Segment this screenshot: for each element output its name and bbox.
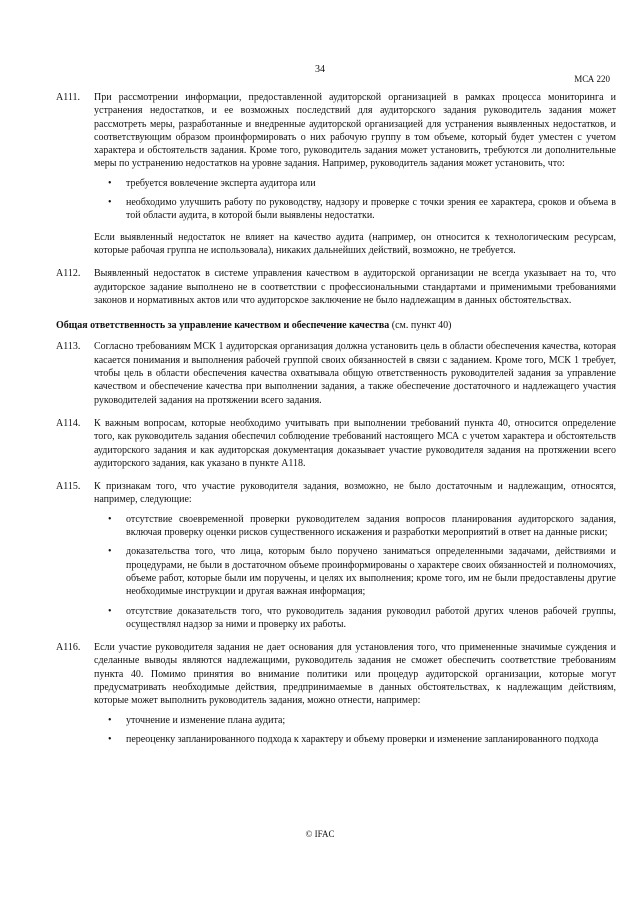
list-item-text: требуется вовлечение эксперта аудитора или xyxy=(126,177,316,189)
paragraph-text: Согласно требованиям МСК 1 аудиторская организация должна установить цель в области обеспечения качества, которая касается понимания и выполнения рабочей группой своих обязанностей в связи с заданием. Кроме того, МСК 1 требует, чтобы цель в области обеспечения качества охватывала общую ответственность руководителей задания за управление качеством и обеспечение качества при выполнении задания, а также обеспечение достаточного и надлежащего участия руководителей задания на протяжении всего задания. xyxy=(94,341,616,406)
list-item-text: отсутствие доказательств того, что руководитель задания руководил работой других членов рабочей группы, осуществлял надзор за ними и проверку их работы. xyxy=(126,605,616,630)
bullet-icon: • xyxy=(108,177,112,189)
list-item-text: отсутствие своевременной проверки руководителем задания вопросов планирования аудиторского задания, включая проверку оценки рисков существенного искажения и разработки мероприятий в ответ на данные риски; xyxy=(126,513,616,539)
bullet-icon: • xyxy=(108,733,112,745)
paragraph-number: A113. xyxy=(56,341,81,353)
paragraph-number: A114. xyxy=(56,417,81,429)
paragraph-note: Если выявленный недостаток не влияет на качество аудита (например, он относится к технологическим ресурсам, которые рабочая группа не использовала), никаких дальнейших действий, возможно, не требуется. xyxy=(94,231,616,256)
paragraph-a114 xyxy=(56,417,616,470)
section-heading-title: Общая ответственность за управление качеством и обеспечение качества xyxy=(56,320,390,332)
paragraph-text: Выявленный недостаток в системе управления качеством в аудиторской организации не всегда указывает на то, что аудиторское задание выполнено не в соответствии с профессиональными стандартами и применимыми требованиями законов и нормативных актов или что аудиторское заключение не было надлежащим в данных обстоятельствах. xyxy=(94,268,616,306)
paragraph-number: A112. xyxy=(56,268,81,280)
page-footer: © IFAC xyxy=(305,829,335,839)
list-item xyxy=(94,545,616,598)
list-item-text: переоценку запланированного подхода к характеру и объему проверки и изменение запланированного подхода xyxy=(126,733,599,745)
bullet-icon: • xyxy=(108,714,112,726)
list-item xyxy=(94,513,616,540)
section-heading-reference: (см. пункт 40) xyxy=(391,320,452,332)
paragraph-a116 xyxy=(56,641,616,746)
list-item xyxy=(94,605,616,632)
list-item xyxy=(94,177,616,190)
list-item-text: необходимо улучшить работу по руководству, надзору и проверке с точки зрения ее характера, сроков и объема в той области аудита, в которой были выявлены недостатки. xyxy=(126,197,616,222)
paragraph-a112 xyxy=(56,267,616,307)
paragraph-text: При рассмотрении информации, предоставленной аудиторской организацией в рамках процесса мониторинга и устранения недостатков, и ее возможных последствий для аудиторского задания руководитель задания может рассмотреть меры, разработанные и внедренные аудиторской организацией для устранения выявленных недостатков, и соответствующим образом проинформировать о них рабочую группу в том объеме, который будет уместен с учетом характера и обстоятельств задания. Кроме того, руководитель задания может установить, требуются ли дополнительные меры по устранению недостатков на уровне задания. Например, руководитель задания может установить, что: xyxy=(94,92,616,170)
bullet-icon: • xyxy=(108,513,112,525)
bullet-icon: • xyxy=(108,605,112,617)
bullet-icon: • xyxy=(108,546,112,558)
list-item xyxy=(94,196,616,223)
document-code: МСА 220 xyxy=(574,74,610,84)
paragraph-a111 xyxy=(56,91,616,257)
list-item-text: доказательства того, что лица, которым было поручено заниматься определенными задачами, действиями и процедурами, не были в достаточном объеме проинформированы о характере своих обязанностей и полномочиях, объеме работ, которые были им поручены, и целях их выполнения; кроме того, им не были предоставлены другие необходимые инструкции и другая важная информация; xyxy=(126,546,616,598)
paragraph-a115 xyxy=(56,480,616,631)
list-item-text: уточнение и изменение плана аудита; xyxy=(126,714,286,726)
paragraph-text: К важным вопросам, которые необходимо учитывать при выполнении требований пункта 40, относится определение того, как руководитель задания обеспечил соблюдение требований настоящего МСА с учетом характера и обстоятельств аудиторского задания и как аудиторская документация доказывает участие руководителя задания на протяжении всего аудиторского задания, как указано в пункте A118. xyxy=(94,417,616,469)
list-item xyxy=(94,733,616,746)
paragraph-text: К признакам того, что участие руководителя задания, возможно, не было достаточным и надлежащим, относятся, например, следующие: xyxy=(94,481,616,506)
page-number: 34 xyxy=(315,64,325,75)
bullet-icon: • xyxy=(108,197,112,209)
list-item xyxy=(94,714,616,727)
page-body xyxy=(56,91,616,756)
paragraph-text: Если участие руководителя задания не дает основания для установления того, что примененные значимые суждения и сделанные выводы являются надлежащими, руководитель задания не сможет обеспечить соответствие требованиям пункта 40. Помимо принятия во внимание политики или процедур аудиторской организации, которые могут предусматривать необходимые действия, предпринимаемые в данных обстоятельствах, к надлежащим действиям, которые может выполнить руководитель задания, можно отнести, например: xyxy=(94,642,616,707)
section-heading xyxy=(56,319,616,332)
paragraph-number: A115. xyxy=(56,481,81,493)
paragraph-number: A111. xyxy=(56,92,80,103)
paragraph-a113 xyxy=(56,340,616,406)
paragraph-number: A116. xyxy=(56,642,81,654)
